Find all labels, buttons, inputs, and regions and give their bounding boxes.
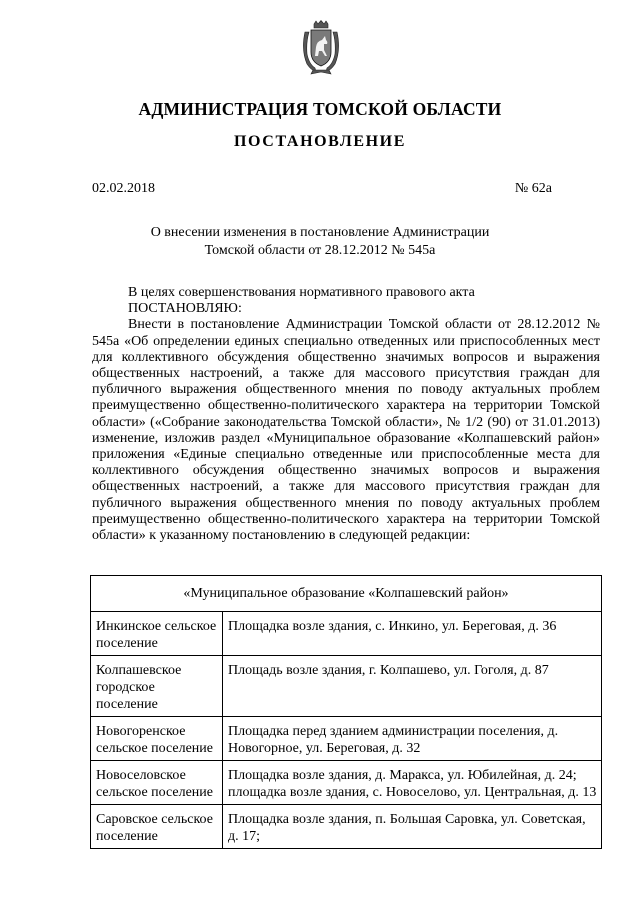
place-line: Площадка возле здания, п. Большая Саровка, ул. Советская, д. 17; xyxy=(228,812,586,844)
document-type: ПОСТАНОВЛЕНИЕ xyxy=(234,133,406,150)
place-line: Площадь возле здания, г. Колпашево, ул. Гоголя, д. 87 xyxy=(228,663,549,678)
purpose-paragraph: В целях совершенствования нормативного правового акта xyxy=(128,285,475,300)
document-number: № 62а xyxy=(514,181,552,196)
document-subject xyxy=(0,224,640,260)
organization-title: АДМИНИСТРАЦИЯ ТОМСКОЙ ОБЛАСТИ xyxy=(138,99,502,119)
locations-table xyxy=(90,575,602,849)
table-row xyxy=(91,612,602,656)
places-cell xyxy=(223,717,602,761)
document-date: 02.02.2018 xyxy=(92,181,155,196)
table-row xyxy=(91,805,602,849)
settlement-cell: Новоселовское сельское поселение xyxy=(91,761,223,805)
table-row xyxy=(91,656,602,717)
table-row xyxy=(91,717,602,761)
places-cell xyxy=(223,612,602,656)
table-title: «Муниципальное образование «Колпашевский район» xyxy=(91,576,602,612)
place-line: Площадка перед зданием администрации поселения, д. Новогорное, ул. Береговая, д. 32 xyxy=(228,724,559,756)
settlement-cell: Новогоренское сельское поселение xyxy=(91,717,223,761)
document-body xyxy=(92,285,600,544)
places-cell xyxy=(223,761,602,805)
settlement-cell: Колпашевское городское поселение xyxy=(91,656,223,717)
place-line: Площадка возле здания, с. Инкино, ул. Береговая, д. 36 xyxy=(228,619,557,634)
places-cell xyxy=(223,656,602,717)
place-line: площадка возле здания, с. Новоселово, ул. Центральная, д. 13 xyxy=(228,785,597,800)
main-paragraph: Внести в постановление Администрации Томской области от 28.12.2012 № 545а «Об определении единых специально отведенных или приспособленных мест для коллективного обсуждения общественно значимых вопросов и выражения общественных настроений, а также для массового присутствия граждан для публичного выражения общественного мнения по поводу актуальных проблем преимущественно общественно-политического характера на территории Томской области» («Собрание законодательства Томской области», № 1/2 (90) от 31.01.2013) изменение, изложив раздел «Муниципальное образование «Колпашевский район» приложения «Единые специально отведенные или приспособленные места для коллективного обсуждения общественно значимых вопросов и выражения общественных настроений, а также для массового присутствия граждан для публичного выражения общественного мнения по поводу актуальных проблем преимущественно общественно-политического характера на территории Томской области» к указанному постановлению в следующей редакции: xyxy=(92,317,600,544)
place-line: Площадка возле здания, д. Маракса, ул. Юбилейная, д. 24; xyxy=(228,768,577,783)
settlement-cell: Инкинское сельское поселение xyxy=(91,612,223,656)
tomsk-region-coat-of-arms-icon xyxy=(301,20,341,76)
subject-line: О внесении изменения в постановление Администрации xyxy=(150,225,490,240)
subject-line: Томской области от 28.12.2012 № 545а xyxy=(204,243,436,258)
places-cell xyxy=(223,805,602,849)
decree-word: ПОСТАНОВЛЯЮ: xyxy=(128,301,242,317)
table-header-row xyxy=(91,576,602,612)
table-row xyxy=(91,761,602,805)
settlement-cell: Саровское сельское поселение xyxy=(91,805,223,849)
